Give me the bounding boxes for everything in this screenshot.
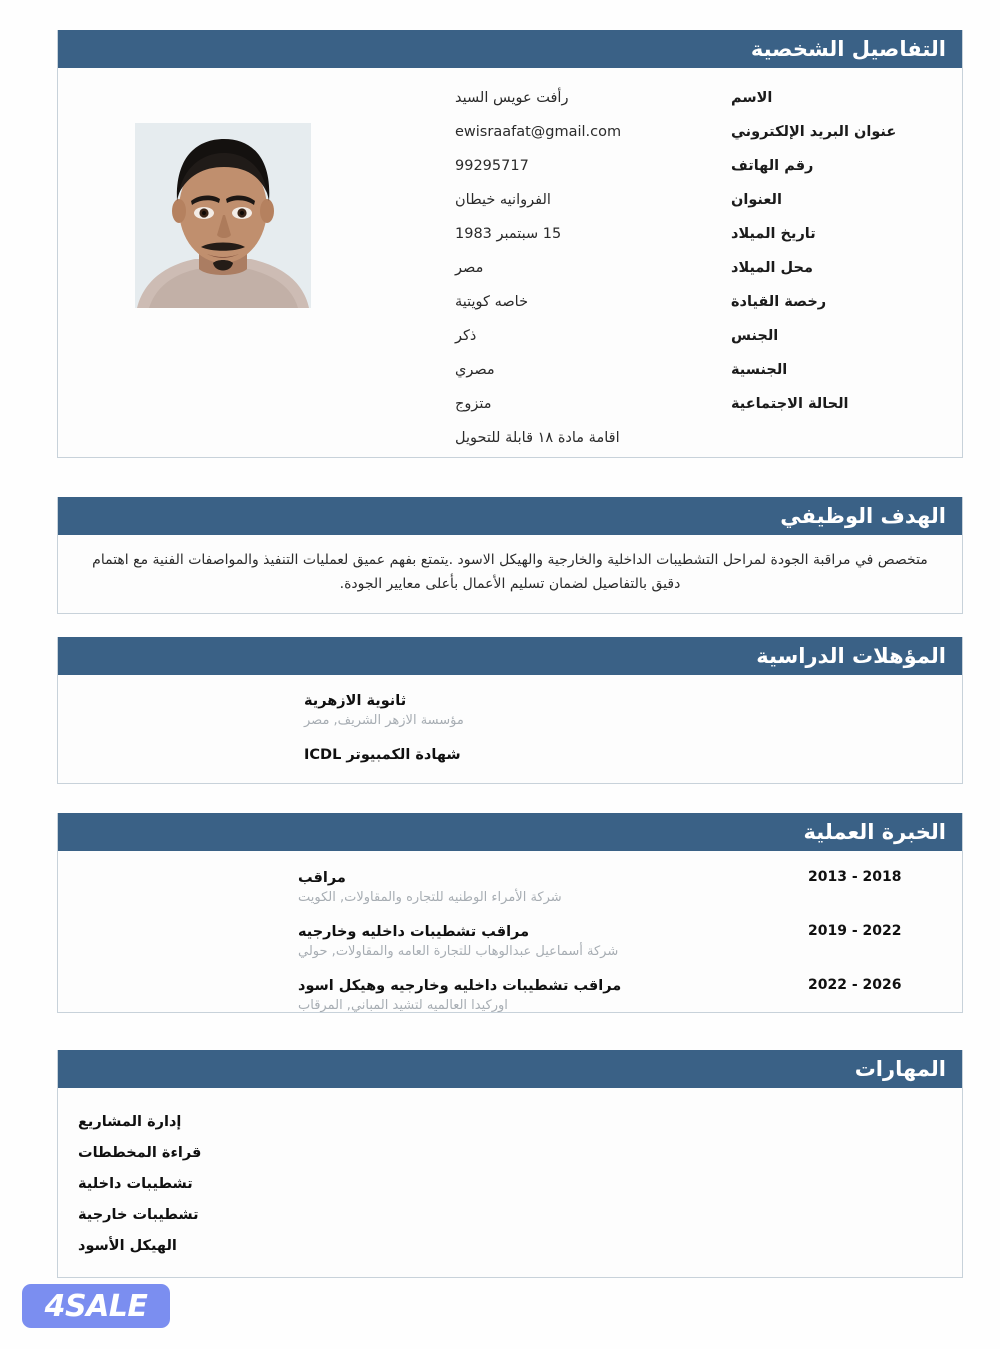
detail-value: مصر <box>455 260 484 276</box>
detail-label: رقم الهاتف <box>731 158 814 174</box>
detail-row <box>58 328 962 362</box>
detail-label: الجنس <box>731 328 779 344</box>
experience-item <box>58 868 962 907</box>
experience-job-title: مراقب تشطيبات داخليه وخارجيه وهيكل اسود <box>298 978 622 995</box>
detail-label: عنوان البريد الإلكتروني <box>731 124 897 140</box>
career-objective-title: الهدف الوظيفي <box>780 503 946 528</box>
detail-label: الجنسية <box>731 362 788 378</box>
experience-date-range: 2018 - 2013 <box>808 869 902 885</box>
detail-row <box>58 294 962 328</box>
experience-job-title: مراقب تشطيبات داخليه وخارجيه <box>298 924 530 941</box>
skills-header <box>58 1050 962 1088</box>
detail-label: محل الميلاد <box>731 260 813 276</box>
detail-row <box>58 192 962 226</box>
education-title: المؤهلات الدراسية <box>756 643 946 668</box>
detail-row <box>58 396 962 430</box>
experience-date-range: 2022 - 2019 <box>808 923 902 940</box>
section-career-objective <box>57 497 963 614</box>
skill-item: الهيكل الأسود <box>78 1238 177 1254</box>
experience-item <box>58 976 962 1015</box>
experience-details <box>58 976 799 1015</box>
foursale-watermark-label: 4SALE <box>44 1288 148 1324</box>
detail-label: الحالة الاجتماعية <box>731 396 849 412</box>
work-experience-title: الخبرة العملية <box>803 819 946 844</box>
education-header <box>58 637 962 675</box>
skill-item: تشطيبات خارجية <box>78 1207 199 1223</box>
work-experience-header <box>58 813 962 851</box>
experience-item <box>58 922 962 961</box>
detail-value-email: ewisraafat@gmail.com <box>455 124 622 140</box>
residency-note: اقامة مادة ١٨ قابلة للتحويل <box>455 430 620 446</box>
career-objective-text: متخصص في مراقبة الجودة لمراحل التشطيبات الداخلية والخارجية والهيكل الاسود .يتمتع بفهم عميق لعمليات التنفيذ والمواصفات الفنية مع اهتمام دقيق بالتفاصيل لضمان تسليم الأعمال بأعلى معايير الجودة. <box>92 552 928 593</box>
detail-label: رخصة القيادة <box>731 294 827 310</box>
experience-details <box>58 868 799 907</box>
skill-item: قراءة المخططات <box>78 1145 202 1161</box>
skill-item: تشطيبات داخلية <box>78 1176 193 1192</box>
personal-details-body <box>58 68 962 457</box>
foursale-watermark-logo <box>22 1284 170 1328</box>
detail-row <box>58 260 962 294</box>
experience-details <box>58 922 799 961</box>
detail-value: خاصه كويتية <box>455 294 529 310</box>
education-body <box>58 675 962 783</box>
skill-item: إدارة المشاريع <box>78 1114 182 1130</box>
personal-details-title: التفاصيل الشخصية <box>750 36 946 61</box>
detail-value: ذكر <box>455 328 477 344</box>
detail-label: الاسم <box>731 90 773 106</box>
experience-company: شركة أسماعيل عبدالوهاب للتجارة العامه والمقاولات, حولي <box>298 943 619 959</box>
detail-row <box>58 90 962 124</box>
section-work-experience <box>57 813 963 1013</box>
career-objective-header <box>58 497 962 535</box>
personal-details-header <box>58 30 962 68</box>
section-personal-details <box>57 30 963 458</box>
experience-date-range: 2026 - 2022 <box>808 977 902 994</box>
work-experience-body <box>58 851 962 1012</box>
personal-details-grid <box>58 90 962 457</box>
detail-value: متزوج <box>455 396 492 412</box>
experience-company: اوركيدا العالميه لتشيد المباني, المرقاب <box>298 997 508 1013</box>
detail-value: مصري <box>455 362 495 378</box>
education-institution: مؤسسة الازهر الشريف, مصر <box>304 713 464 729</box>
detail-value: الفروانيه خيطان <box>455 192 551 208</box>
detail-row <box>58 362 962 396</box>
experience-company: شركة الأمراء الوطنيه للتجاره والمقاولات, الكويت <box>298 889 562 905</box>
detail-row-extra <box>58 430 962 464</box>
detail-value: رأفت عويس السيد <box>455 90 569 106</box>
education-item <box>58 691 962 731</box>
section-skills <box>57 1050 963 1278</box>
skills-body <box>58 1088 962 1277</box>
detail-label: تاريخ الميلاد <box>731 226 816 242</box>
section-education <box>57 637 963 784</box>
education-degree: ثانوية الازهرية <box>304 693 407 709</box>
education-degree: شهادة الكمبيوتر ICDL <box>304 746 461 763</box>
detail-value: 15 سبتمبر 1983 <box>455 226 562 242</box>
skills-title: المهارات <box>854 1056 946 1081</box>
career-objective-body <box>58 535 962 613</box>
detail-row <box>58 124 962 158</box>
detail-row <box>58 226 962 260</box>
detail-label: العنوان <box>731 192 782 208</box>
detail-row <box>58 158 962 192</box>
experience-job-title: مراقب <box>298 870 346 886</box>
detail-value-phone: 99295717 <box>455 158 529 174</box>
education-item <box>58 745 962 766</box>
